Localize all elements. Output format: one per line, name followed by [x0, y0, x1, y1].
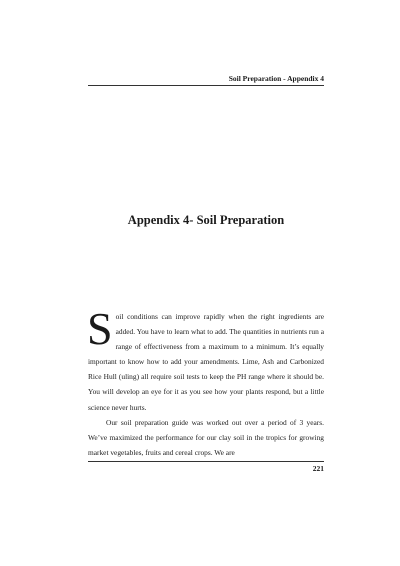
drop-cap: S — [87, 303, 113, 354]
running-header — [88, 74, 324, 86]
footer-rule — [88, 461, 324, 462]
page-footer — [88, 461, 324, 473]
paragraph-2: Our soil preparation guide was worked out over a period of 3 years. We’ve maximized the performance for our clay soil in the tropics for growing market vegetables, fruits and cereal crops. We are — [88, 417, 324, 457]
page-number: 221 — [312, 464, 324, 473]
header-rule — [88, 85, 324, 86]
page-title: Appendix 4- Soil Preparation — [127, 213, 285, 227]
body-text — [87, 303, 324, 460]
paragraph-1 — [87, 303, 324, 415]
running-title: Soil Preparation - Appendix 4 — [228, 74, 324, 83]
paragraph-1-text: oil conditions can improve rapidly when the right ingredients are added. You have to learn what to add. The quantities in nutrients run a range of effectiveness from a maximum to a minimum. It’s equally important to know how to add your amendments. Lime, Ash and Carbonized Rice Hull (uling) all require soil tests to keep the PH range where it should be. You will develop an eye for it as you see how your plants respond, but a little science never hurts. — [88, 312, 324, 412]
